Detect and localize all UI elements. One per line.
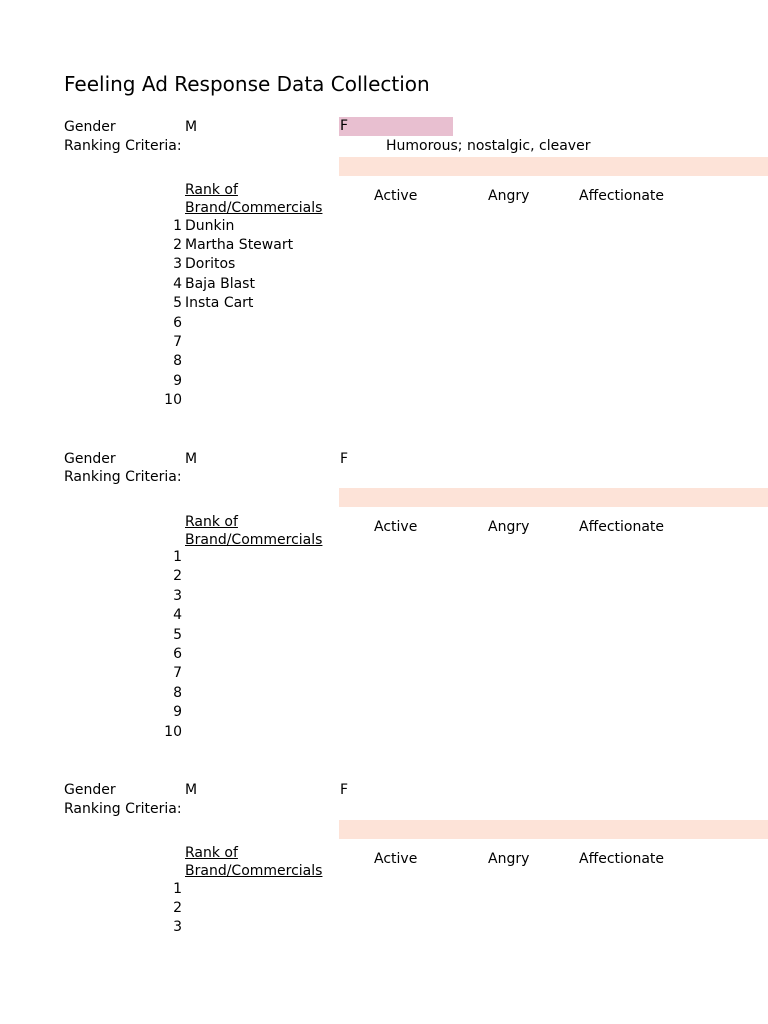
column-affectionate: Affectionate [579, 188, 665, 204]
rank-number: 2 [173, 568, 182, 584]
rank-number: 9 [173, 704, 182, 720]
criteria-band [339, 157, 768, 176]
column-active: Active [374, 851, 418, 867]
ranking-criteria-label: Ranking Criteria: [64, 801, 182, 817]
gender-female-option[interactable]: F [339, 117, 453, 136]
gender-male-option[interactable]: M [185, 451, 198, 467]
rank-number: 4 [173, 276, 182, 292]
gender-label: Gender [64, 119, 116, 135]
column-angry: Angry [488, 851, 530, 867]
rank-number: 5 [173, 295, 182, 311]
gender-female-option[interactable]: F [340, 451, 349, 467]
rank-number: 7 [173, 334, 182, 350]
ranking-criteria-value[interactable]: Humorous; nostalgic, cleaver [386, 138, 591, 154]
rank-number: 2 [173, 237, 182, 253]
column-angry: Angry [488, 188, 530, 204]
rank-header: Rank of Brand/Commercials [185, 845, 323, 879]
rank-header: Rank of Brand/Commercials [185, 514, 323, 548]
rank-number: 9 [173, 373, 182, 389]
rank-number: 8 [173, 685, 182, 701]
rank-number: 3 [173, 919, 182, 935]
rank-number: 10 [164, 724, 182, 740]
rank-number: 10 [164, 392, 182, 408]
gender-male-option[interactable]: M [185, 782, 198, 798]
rank-number: 3 [173, 256, 182, 272]
criteria-band [339, 488, 768, 507]
brand-entry[interactable]: Baja Blast [185, 276, 255, 292]
rank-header: Rank of Brand/Commercials [185, 182, 323, 216]
rank-number: 3 [173, 588, 182, 604]
rank-number: 6 [173, 646, 182, 662]
gender-label: Gender [64, 451, 116, 467]
brand-entry[interactable]: Doritos [185, 256, 236, 272]
column-angry: Angry [488, 519, 530, 535]
ranking-criteria-label: Ranking Criteria: [64, 469, 182, 485]
brand-entry[interactable]: Insta Cart [185, 295, 254, 311]
column-active: Active [374, 188, 418, 204]
rank-number: 2 [173, 900, 182, 916]
gender-male-option[interactable]: M [185, 119, 198, 135]
gender-label: Gender [64, 782, 116, 798]
column-affectionate: Affectionate [579, 519, 665, 535]
rank-number: 4 [173, 607, 182, 623]
rank-number: 1 [173, 881, 182, 897]
brand-entry[interactable]: Martha Stewart [185, 237, 294, 253]
rank-number: 6 [173, 315, 182, 331]
column-affectionate: Affectionate [579, 851, 665, 867]
rank-number: 7 [173, 665, 182, 681]
brand-entry[interactable]: Dunkin [185, 218, 235, 234]
rank-number: 8 [173, 353, 182, 369]
page-title: Feeling Ad Response Data Collection [64, 72, 430, 96]
rank-number: 1 [173, 218, 182, 234]
criteria-band [339, 820, 768, 839]
rank-number: 5 [173, 627, 182, 643]
column-active: Active [374, 519, 418, 535]
gender-female-option[interactable]: F [340, 782, 349, 798]
rank-number: 1 [173, 549, 182, 565]
ranking-criteria-label: Ranking Criteria: [64, 138, 182, 154]
